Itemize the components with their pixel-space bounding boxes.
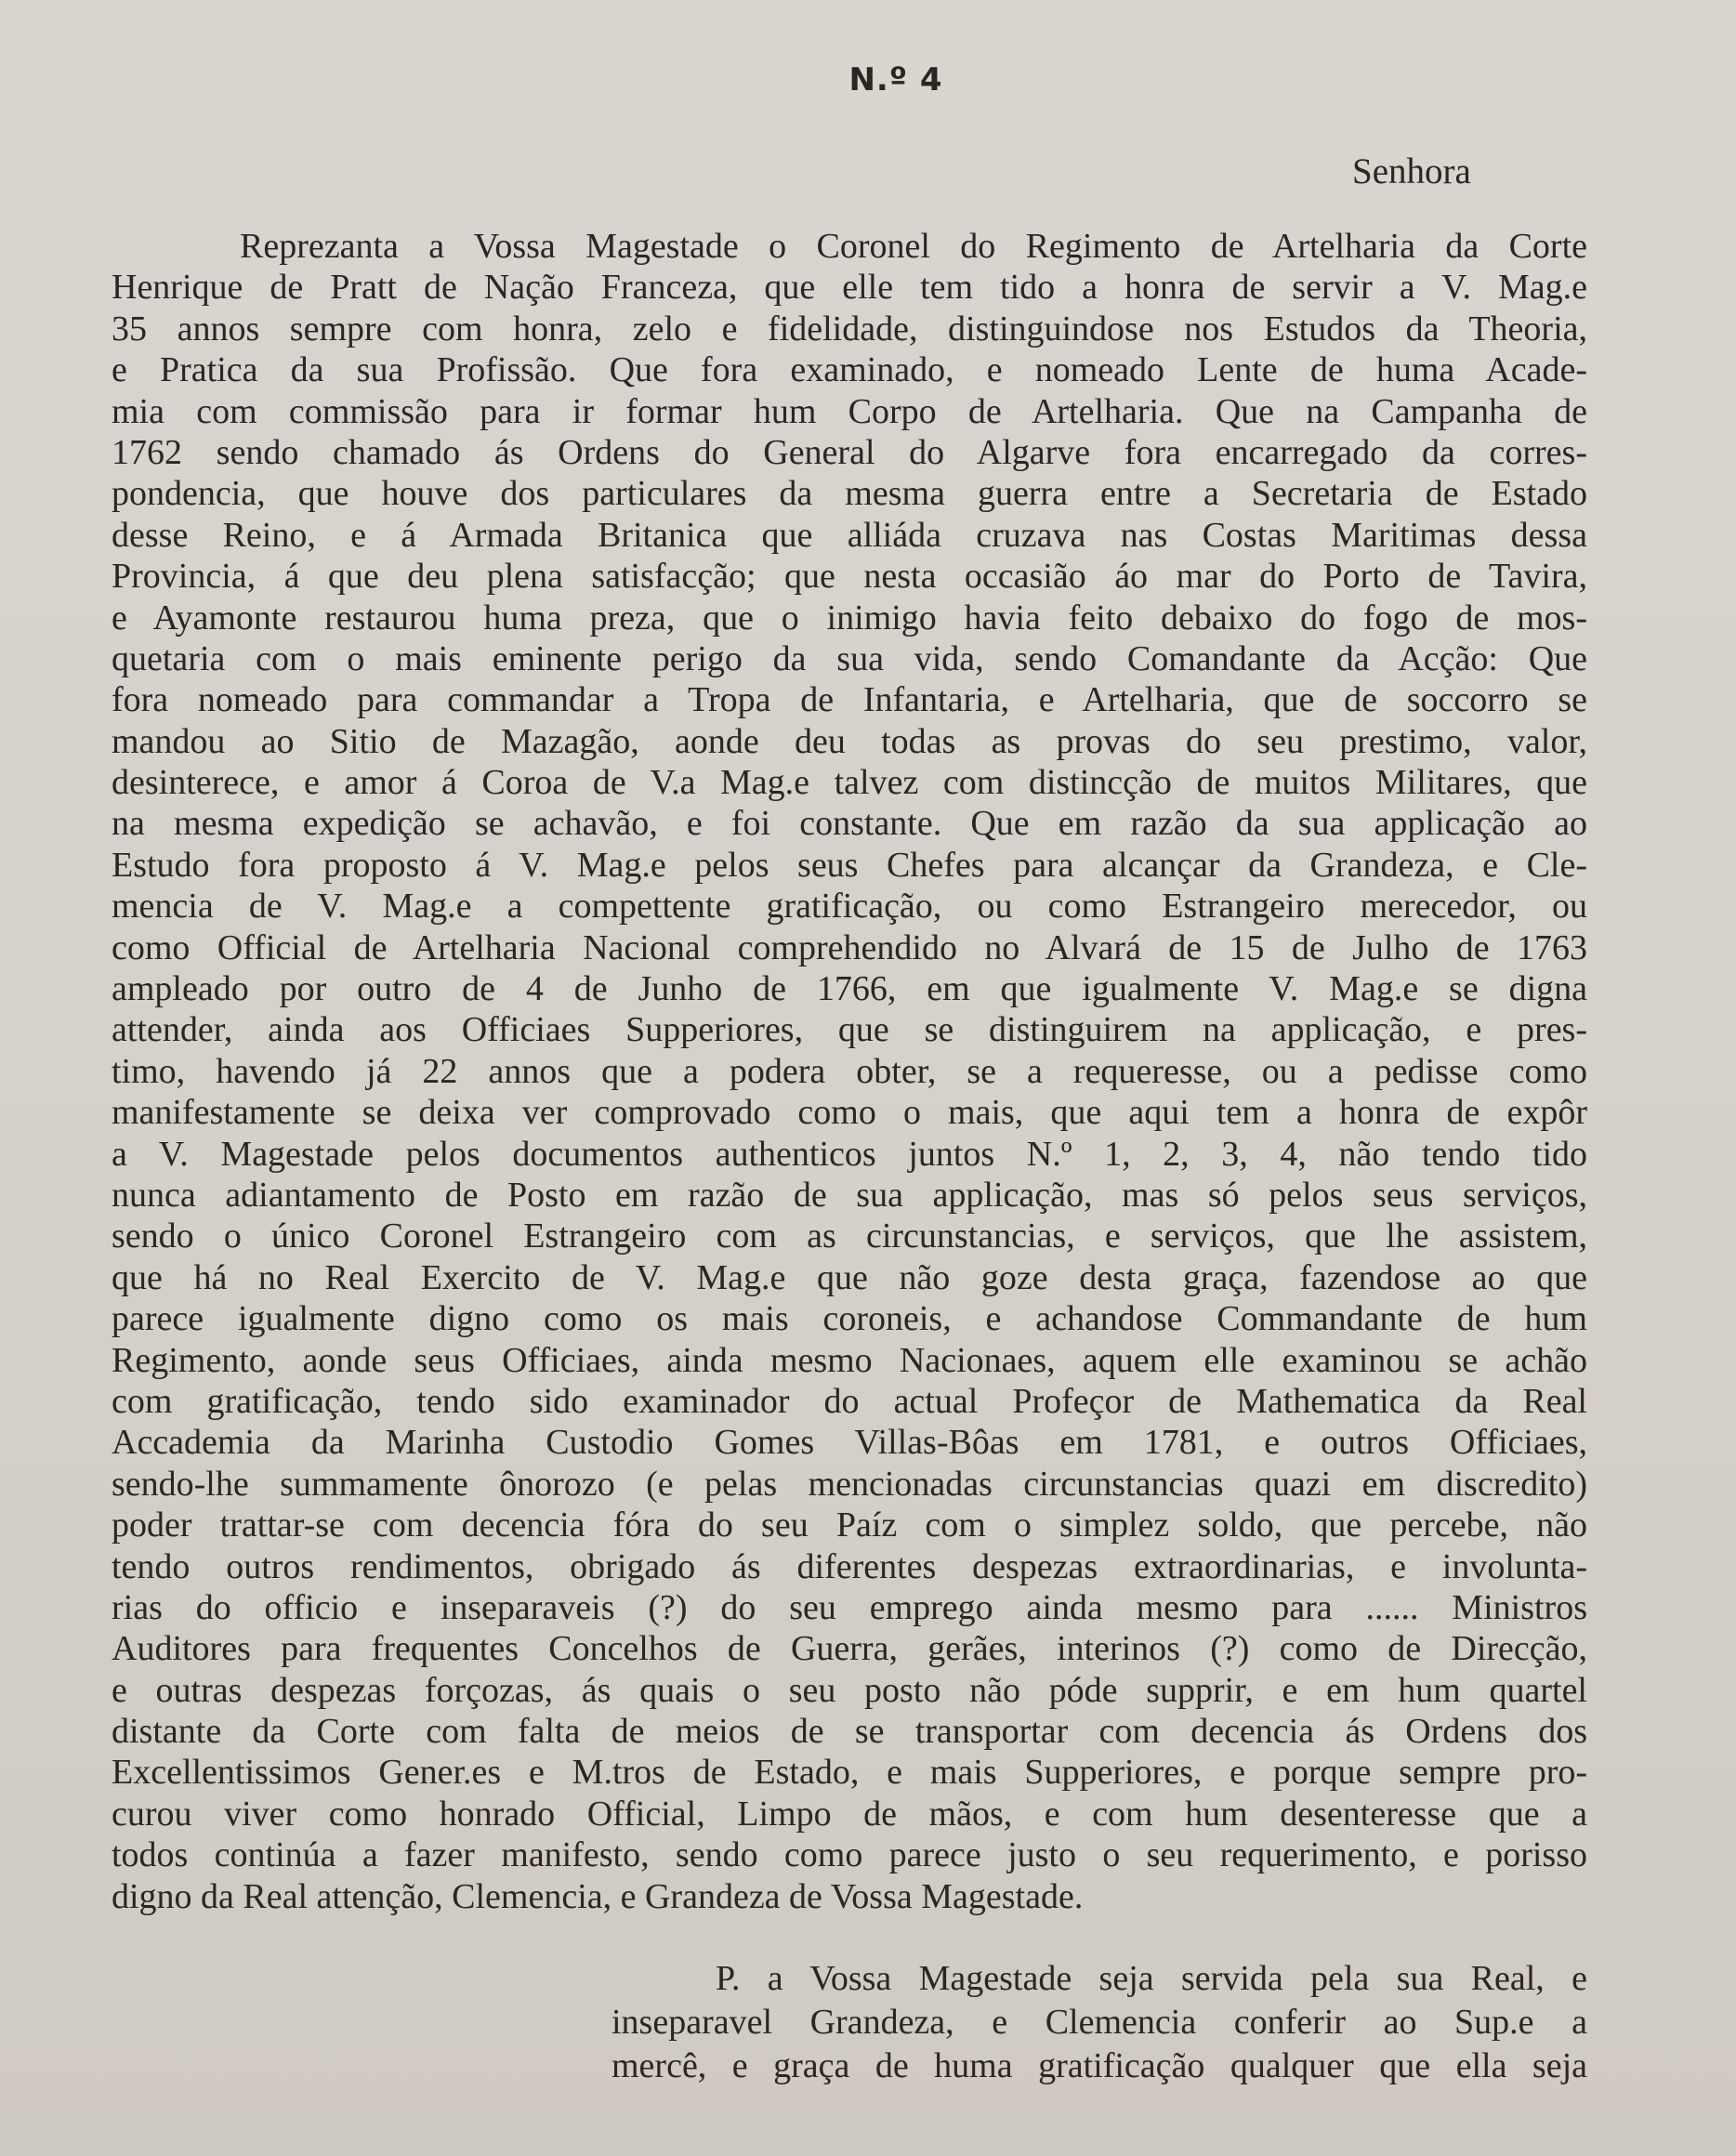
body-line: com gratificação, tendo sido examinador do actual Profeçor de Mathematica da Real — [112, 1381, 1587, 1421]
body-line: Regimento, aonde seus Officiaes, ainda mesmo Nacionaes, aquem elle examinou se achão — [112, 1340, 1587, 1380]
body-line: sendo o único Coronel Estrangeiro com as circunstancias, e serviços, que lhe assistem, — [112, 1216, 1587, 1256]
body-line: Henrique de Pratt de Nação Franceza, que elle tem tido a honra de servir a V. Mag.e — [112, 268, 1587, 308]
body-line: Reprezanta a Vossa Magestade o Coronel do Regimento de Artelharia da Corte — [240, 227, 1587, 266]
body-line: fora nomeado para commandar a Tropa de Infantaria, e Artelharia, que de soccorro se — [112, 680, 1587, 720]
body-line: mia com commissão para ir formar hum Corpo de Artelharia. Que na Campanha de — [112, 391, 1587, 431]
body-line: Accademia da Marinha Custodio Gomes Villas-Bôas em 1781, e outros Officiaes, — [112, 1423, 1587, 1463]
body-line: todos continúa a fazer manifesto, sendo como parece justo o seu requerimento, e porisso — [112, 1835, 1587, 1875]
body-line: e Ayamonte restaurou huma preza, que o inimigo havia feito debaixo do fogo de mos- — [112, 598, 1587, 638]
body-line: desse Reino, e á Armada Britanica que alliáda cruzava nas Costas Maritimas dessa — [112, 515, 1587, 555]
body-line: pondencia, que houve dos particulares da mesma guerra entre a Secretaria de Estado — [112, 474, 1587, 514]
petition-body — [112, 226, 1587, 1917]
body-line: manifestamente se deixa ver comprovado como o mais, que aqui tem a honra de expôr — [112, 1093, 1587, 1133]
body-line: ampleado por outro de 4 de Junho de 1766, em que igualmente V. Mag.e se digna — [112, 969, 1587, 1009]
body-line: sendo-lhe summamente ônorozo (e pelas mencionadas circunstancias quazi em discredito) — [112, 1464, 1587, 1504]
closing-request — [612, 1957, 1587, 2088]
body-line: desinterece, e amor á Coroa de V.a Mag.e talvez com distincção de muitos Militares, que — [112, 763, 1587, 803]
body-line: e Pratica da sua Profissão. Que fora examinado, e nomeado Lente de huma Acade- — [112, 350, 1587, 390]
body-line: 1762 sendo chamado ás Ordens do General do Algarve fora encarregado da corres- — [112, 432, 1587, 472]
body-line: como Official de Artelharia Nacional comprehendido no Alvará de 15 de Julho de 1763 — [112, 927, 1587, 967]
body-line: e outras despezas forçozas, ás quais o seu posto não póde supprir, e em hum quartel — [112, 1670, 1587, 1710]
body-line: Excellentissimos Gener.es e M.tros de Estado, e mais Supperiores, e porque sempre pro- — [112, 1753, 1587, 1793]
body-line: 35 annos sempre com honra, zelo e fidelidade, distinguindose nos Estudos da Theoria, — [112, 309, 1587, 348]
body-line: Provincia, á que deu plena satisfacção; que nesta occasião áo mar do Porto de Tavira, — [112, 557, 1587, 597]
body-line: distante da Corte com falta de meios de se transportar com decencia ás Ordens dos — [112, 1712, 1587, 1752]
body-line: parece igualmente digno como os mais coroneis, e achandose Commandante de hum — [112, 1299, 1587, 1339]
body-line: poder trattar-se com decencia fóra do seu Paíz com o simplez soldo, que percebe, não — [112, 1505, 1587, 1545]
closing-line: P. a Vossa Magestade seja servida pela sua Real, e — [716, 1959, 1587, 1998]
body-line: quetaria com o mais eminente perigo da sua vida, sendo Comandante da Acção: Que — [112, 638, 1587, 678]
body-line: attender, ainda aos Officiaes Supperiores, que se distinguirem na applicação, e pres- — [112, 1010, 1587, 1050]
body-line: que há no Real Exercito de V. Mag.e que não goze desta graça, fazendose ao que — [112, 1257, 1587, 1297]
salutation: Senhora — [1352, 151, 1471, 191]
body-line: mencia de V. Mag.e a compettente gratificação, ou como Estrangeiro merecedor, ou — [112, 887, 1587, 927]
body-line: a V. Magestade pelos documentos authenticos juntos N.º 1, 2, 3, 4, não tendo tido — [112, 1134, 1587, 1174]
body-line: timo, havendo já 22 annos que a podera obter, se a requeresse, ou a pedisse como — [112, 1051, 1587, 1091]
body-line: mandou ao Sitio de Mazagão, aonde deu todas as provas do seu prestimo, valor, — [112, 721, 1587, 761]
body-line: rias do officio e inseparaveis (?) do seu emprego ainda mesmo para ...... Ministros — [112, 1587, 1587, 1627]
body-line: nunca adiantamento de Posto em razão de sua applicação, mas só pelos seus serviços, — [112, 1175, 1587, 1215]
body-line: na mesma expedição se achavão, e foi constante. Que em razão da sua applicação ao — [112, 804, 1587, 844]
closing-line: inseparavel Grandeza, e Clemencia conferir ao Sup.e a — [612, 2003, 1587, 2042]
body-line: digno da Real attenção, Clemencia, e Grandeza de Vossa Magestade. — [112, 1876, 1084, 1916]
page-number: N.º 4 — [848, 61, 943, 99]
body-line: curou viver como honrado Official, Limpo de mãos, e com hum desenteresse que a — [112, 1794, 1587, 1834]
body-line: Auditores para frequentes Concelhos de Guerra, gerães, interinos (?) como de Direcção, — [112, 1629, 1587, 1669]
body-line: tendo outros rendimentos, obrigado ás diferentes despezas extraordinarias, e involunta- — [112, 1546, 1587, 1586]
closing-line: mercê, e graça de huma gratificação qualquer que ella seja — [612, 2046, 1587, 2085]
body-line: Estudo fora proposto á V. Mag.e pelos seus Chefes para alcançar da Grandeza, e Cle- — [112, 845, 1587, 885]
